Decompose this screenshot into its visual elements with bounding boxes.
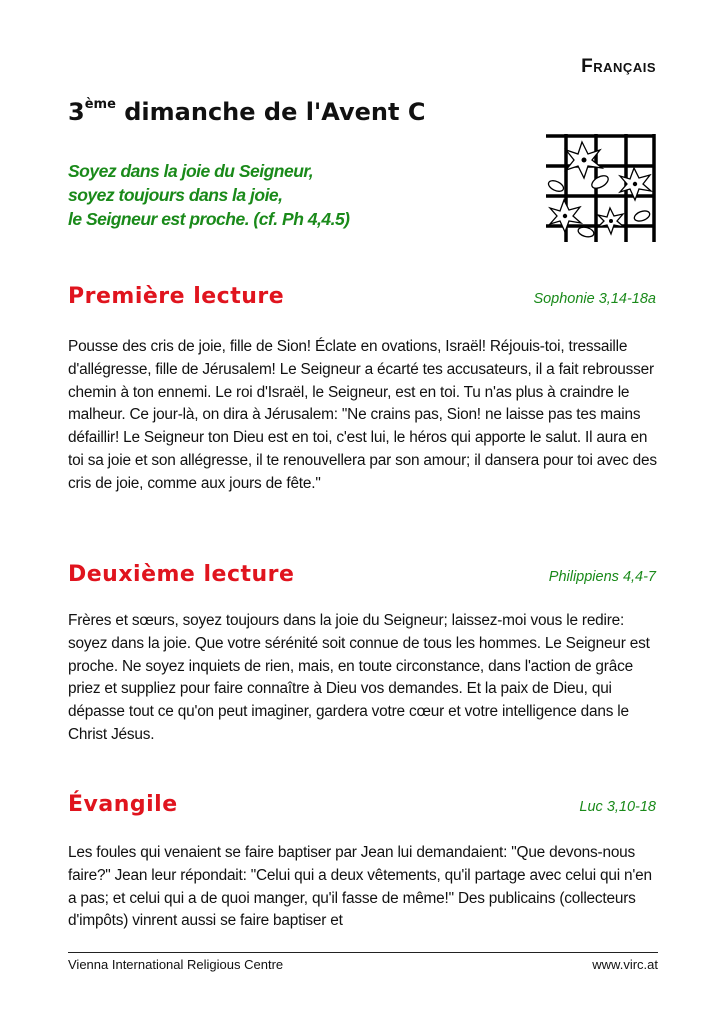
scripture-reference: Luc 3,10-18 [579, 799, 656, 815]
title-text: dimanche de l'Avent C [115, 98, 426, 126]
poinsettia-trellis-icon [538, 128, 656, 248]
antiphon-line-1: Soyez dans la joie du Seigneur, [68, 161, 314, 181]
section-heading-deuxieme-lecture [68, 562, 656, 587]
scripture-reference: Philippiens 4,4-7 [548, 569, 656, 585]
section-title: Première lecture [68, 284, 285, 309]
antiphon-line-3: le Seigneur est proche. (cf. Ph 4,4.5) [68, 209, 350, 229]
section-text-evangile: Les foules qui venaient se faire baptiser par Jean lui demandaient: "Que devons-nous faire?" Jean leur répondait: "Celui qui a deux vêtements, qu'il partage avec celui qui n'en a pas; et celui qui a de quoi manger, qu'il fasse de même!" Des publicains (collecteurs d'impôts) vinrent aussi se faire baptiser et [68, 844, 652, 930]
antiphon-line-2: soyez toujours dans la joie, [68, 185, 283, 205]
title-number: 3 [68, 98, 85, 126]
footer-divider [68, 952, 658, 953]
section-title: Évangile [68, 792, 178, 817]
footer-website-link[interactable]: www.virc.at [592, 957, 658, 972]
section-title: Deuxième lecture [68, 562, 295, 587]
scripture-reference: Sophonie 3,14-18a [533, 291, 656, 307]
antiphon [68, 159, 350, 231]
language-label: Français [581, 56, 656, 77]
footer-organization: Vienna International Religious Centre [68, 957, 284, 972]
title-superscript: ème [84, 97, 116, 112]
section-heading-evangile [68, 792, 656, 817]
page-title [68, 98, 425, 126]
section-text-deuxieme-lecture: Frères et sœurs, soyez toujours dans la joie du Seigneur; laissez-moi vous le redire: soyez dans la joie. Que votre sérénité soit connue de tous les hommes. Le Seigneur est proche. Ne soyez inquiets de rien, mais, en toute circonstance, dans l'action de grâce priez et suppliez pour faire connaître à Dieu vos demandes. Et la paix de Dieu, qui dépasse tout ce qu'on peut imaginer, gardera votre cœur et votre intelligence dans le Christ Jésus. [68, 612, 650, 743]
section-heading-premiere-lecture [68, 284, 656, 309]
section-text-premiere-lecture: Pousse des cris de joie, fille de Sion! Éclate en ovations, Israël! Réjouis-toi, tressaille d'allégresse, fille de Jérusalem! Le Seigneur a écarté tes accusateurs, il a fait rebrousser chemin à ton ennemi. Le roi d'Israël, le Seigneur, est en toi. Tu n'as plus à craindre le malheur. Ce jour-là, on dira à Jérusalem: "Ne crains pas, Sion! ne laisse pas tes mains défaillir! Le Seigneur ton Dieu est en toi, c'est lui, le héros qui apporte le salut. Il aura en toi sa joie et son allégresse, il te renouvellera par son amour; il dansera pour toi avec des cris de joie, comme aux jours de fête." [68, 338, 657, 492]
